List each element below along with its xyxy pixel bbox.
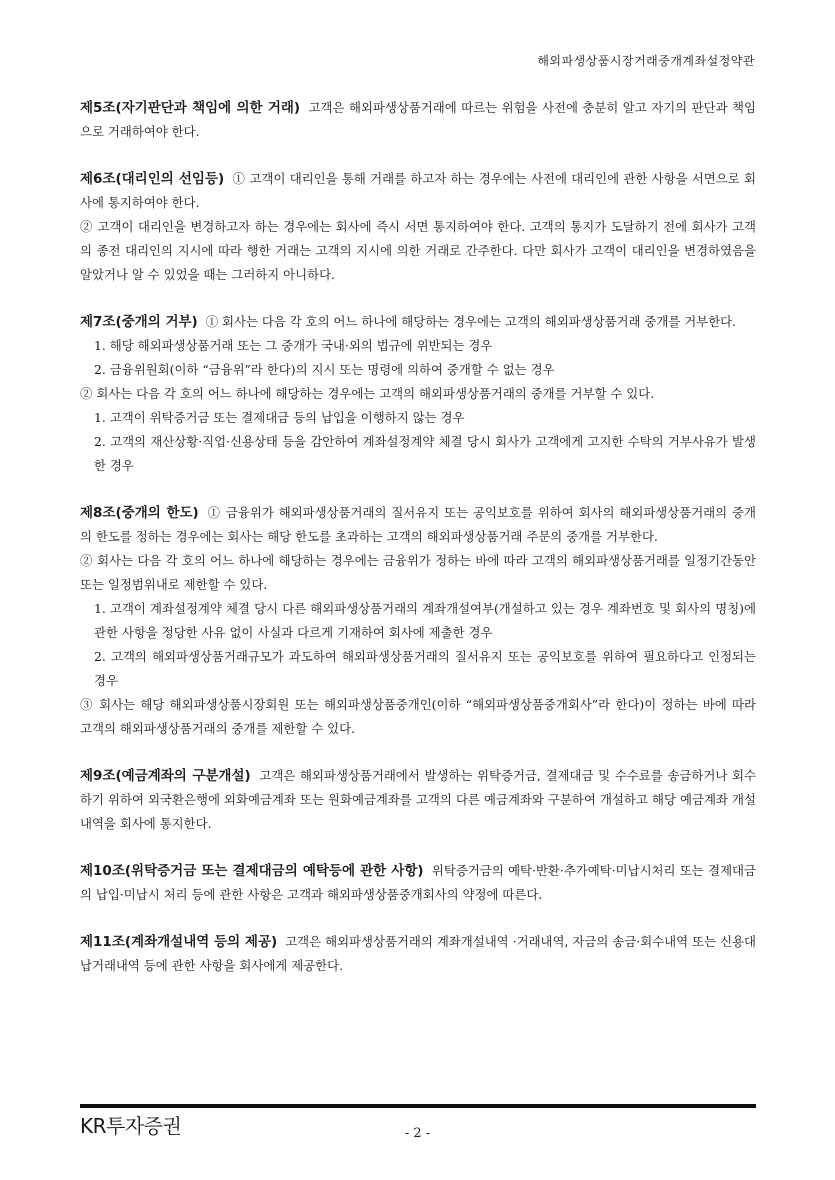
article-text: 위탁증거금의 예탁·반환·추가예탁·미납시처리 또는 결제대금의 납입·미납시 처리 등에 관한 사항은 고객과 해외파생상품중개회사의 약정에 따른다. — [80, 863, 756, 902]
article-paragraph: ② 회사는 다음 각 호의 어느 하나에 해당하는 경우에는 고객의 해외파생상품거래의 중개를 거부할 수 있다. — [80, 386, 655, 401]
article-7 — [80, 310, 756, 478]
page-number: - 2 - — [404, 1126, 431, 1141]
article-text: 고객은 해외파생상품거래에 따르는 위험을 사전에 충분히 알고 자기의 판단과 책임으로 거래하여야 한다. — [80, 100, 756, 139]
article-11 — [80, 930, 756, 978]
article-item: 2. 고객의 해외파생상품거래규모가 과도하여 해외파생상품거래의 질서유지 또는 공익보호를 위하여 필요하다고 인정되는 경우 — [94, 649, 756, 688]
article-10 — [80, 859, 756, 907]
article-item: 1. 고객이 위탁증거금 또는 결제대금 등의 납입을 이행하지 않는 경우 — [94, 410, 465, 425]
document-body — [80, 96, 756, 1001]
article-title: 제7조(중개의 거부) — [80, 314, 198, 330]
article-item: 1. 고객이 계좌설정계약 체결 당시 다른 해외파생상품거래의 계좌개설여부(개설하고 있는 경우 계좌번호 및 회사의 명칭)에 관한 사항을 정당한 사유 없이 사실과 다르게 기재하여 회사에 제출한 경우 — [94, 601, 756, 640]
footer-divider — [80, 1104, 756, 1108]
article-paragraph: ③ 회사는 해당 해외파생상품시장회원 또는 해외파생상품중개인(이하 “해외파생상품중개회사”라 한다)이 정하는 바에 따라 고객의 해외파생상품거래의 중개를 제한할 수 있다. — [80, 697, 756, 736]
article-title: 제10조(위탁증거금 또는 결제대금의 예탁등에 관한 사항) — [80, 863, 424, 879]
article-title: 제11조(계좌개설내역 등의 제공) — [80, 934, 278, 950]
article-5 — [80, 96, 756, 144]
article-text: 고객은 해외파생상품거래의 계좌개설내역 ·거래내역, 자금의 송금·회수내역 또는 신용대납거래내역 등에 관한 사항을 회사에게 제공한다. — [80, 934, 756, 973]
article-text: 고객은 해외파생상품거래에서 발생하는 위탁증거금, 결제대금 및 수수료를 송금하거나 회수하기 위하여 외국환은행에 외화예금계좌 또는 원화예금계좌를 고객의 다른 예금계좌와 구분하여 개설하고 해당 예금계좌 개설내역을 회사에 통지한다. — [80, 768, 756, 831]
article-text: ① 회사는 다음 각 호의 어느 하나에 해당하는 경우에는 고객의 해외파생상품거래 중개를 거부한다. — [205, 314, 737, 329]
article-text: ① 금융위가 해외파생상품거래의 질서유지 또는 공익보호를 위하여 회사의 해외파생상품거래의 중개의 한도를 정하는 경우에는 회사는 해당 한도를 초과하는 고객의 해외파생상품거래 주문의 중개를 거부한다. — [80, 505, 756, 544]
article-title: 제9조(예금계좌의 구분개설) — [80, 768, 251, 784]
article-item: 1. 해당 해외파생상품거래 또는 그 중개가 국내·외의 법규에 위반되는 경우 — [94, 338, 493, 353]
article-paragraph: ② 고객이 대리인을 변경하고자 하는 경우에는 회사에 즉시 서면 통지하여야 한다. 고객의 통지가 도달하기 전에 회사가 고객의 종전 대리인의 지시에 따라 행한 거래는 고객의 지시에 의한 거래로 간주한다. 다만 회사가 고객이 대리인을 변경하였음을 알았거나 알 수 있었을 때는 그러하지 아니하다. — [80, 219, 756, 282]
article-title: 제8조(중개의 한도) — [80, 505, 199, 521]
article-item: 2. 고객의 재산상황·직업·신용상태 등을 감안하여 계좌설정계약 체결 당시 회사가 고객에게 고지한 수탁의 거부사유가 발생한 경우 — [94, 434, 756, 473]
article-9 — [80, 764, 756, 836]
article-title: 제5조(자기판단과 책임에 의한 거래) — [80, 100, 301, 116]
article-paragraph: ② 회사는 다음 각 호의 어느 하나에 해당하는 경우에는 금융위가 정하는 바에 따라 고객의 해외파생상품거래를 일정기간동안 또는 일정범위내로 제한할 수 있다. — [80, 553, 756, 592]
article-8 — [80, 501, 756, 741]
article-text: ① 고객이 대리인을 통해 거래를 하고자 하는 경우에는 사전에 대리인에 관한 사항을 서면으로 회사에 통지하여야 한다. — [80, 171, 756, 210]
article-item: 2. 금융위원회(이하 “금융위”라 한다)의 지시 또는 명령에 의하여 중개할 수 없는 경우 — [94, 362, 555, 377]
article-title: 제6조(대리인의 선임등) — [80, 171, 225, 187]
company-logo: KR투자증권 — [80, 1114, 182, 1138]
article-6 — [80, 167, 756, 287]
document-header-title: 해외파생상품시장거래중개계좌설정약관 — [537, 54, 755, 68]
